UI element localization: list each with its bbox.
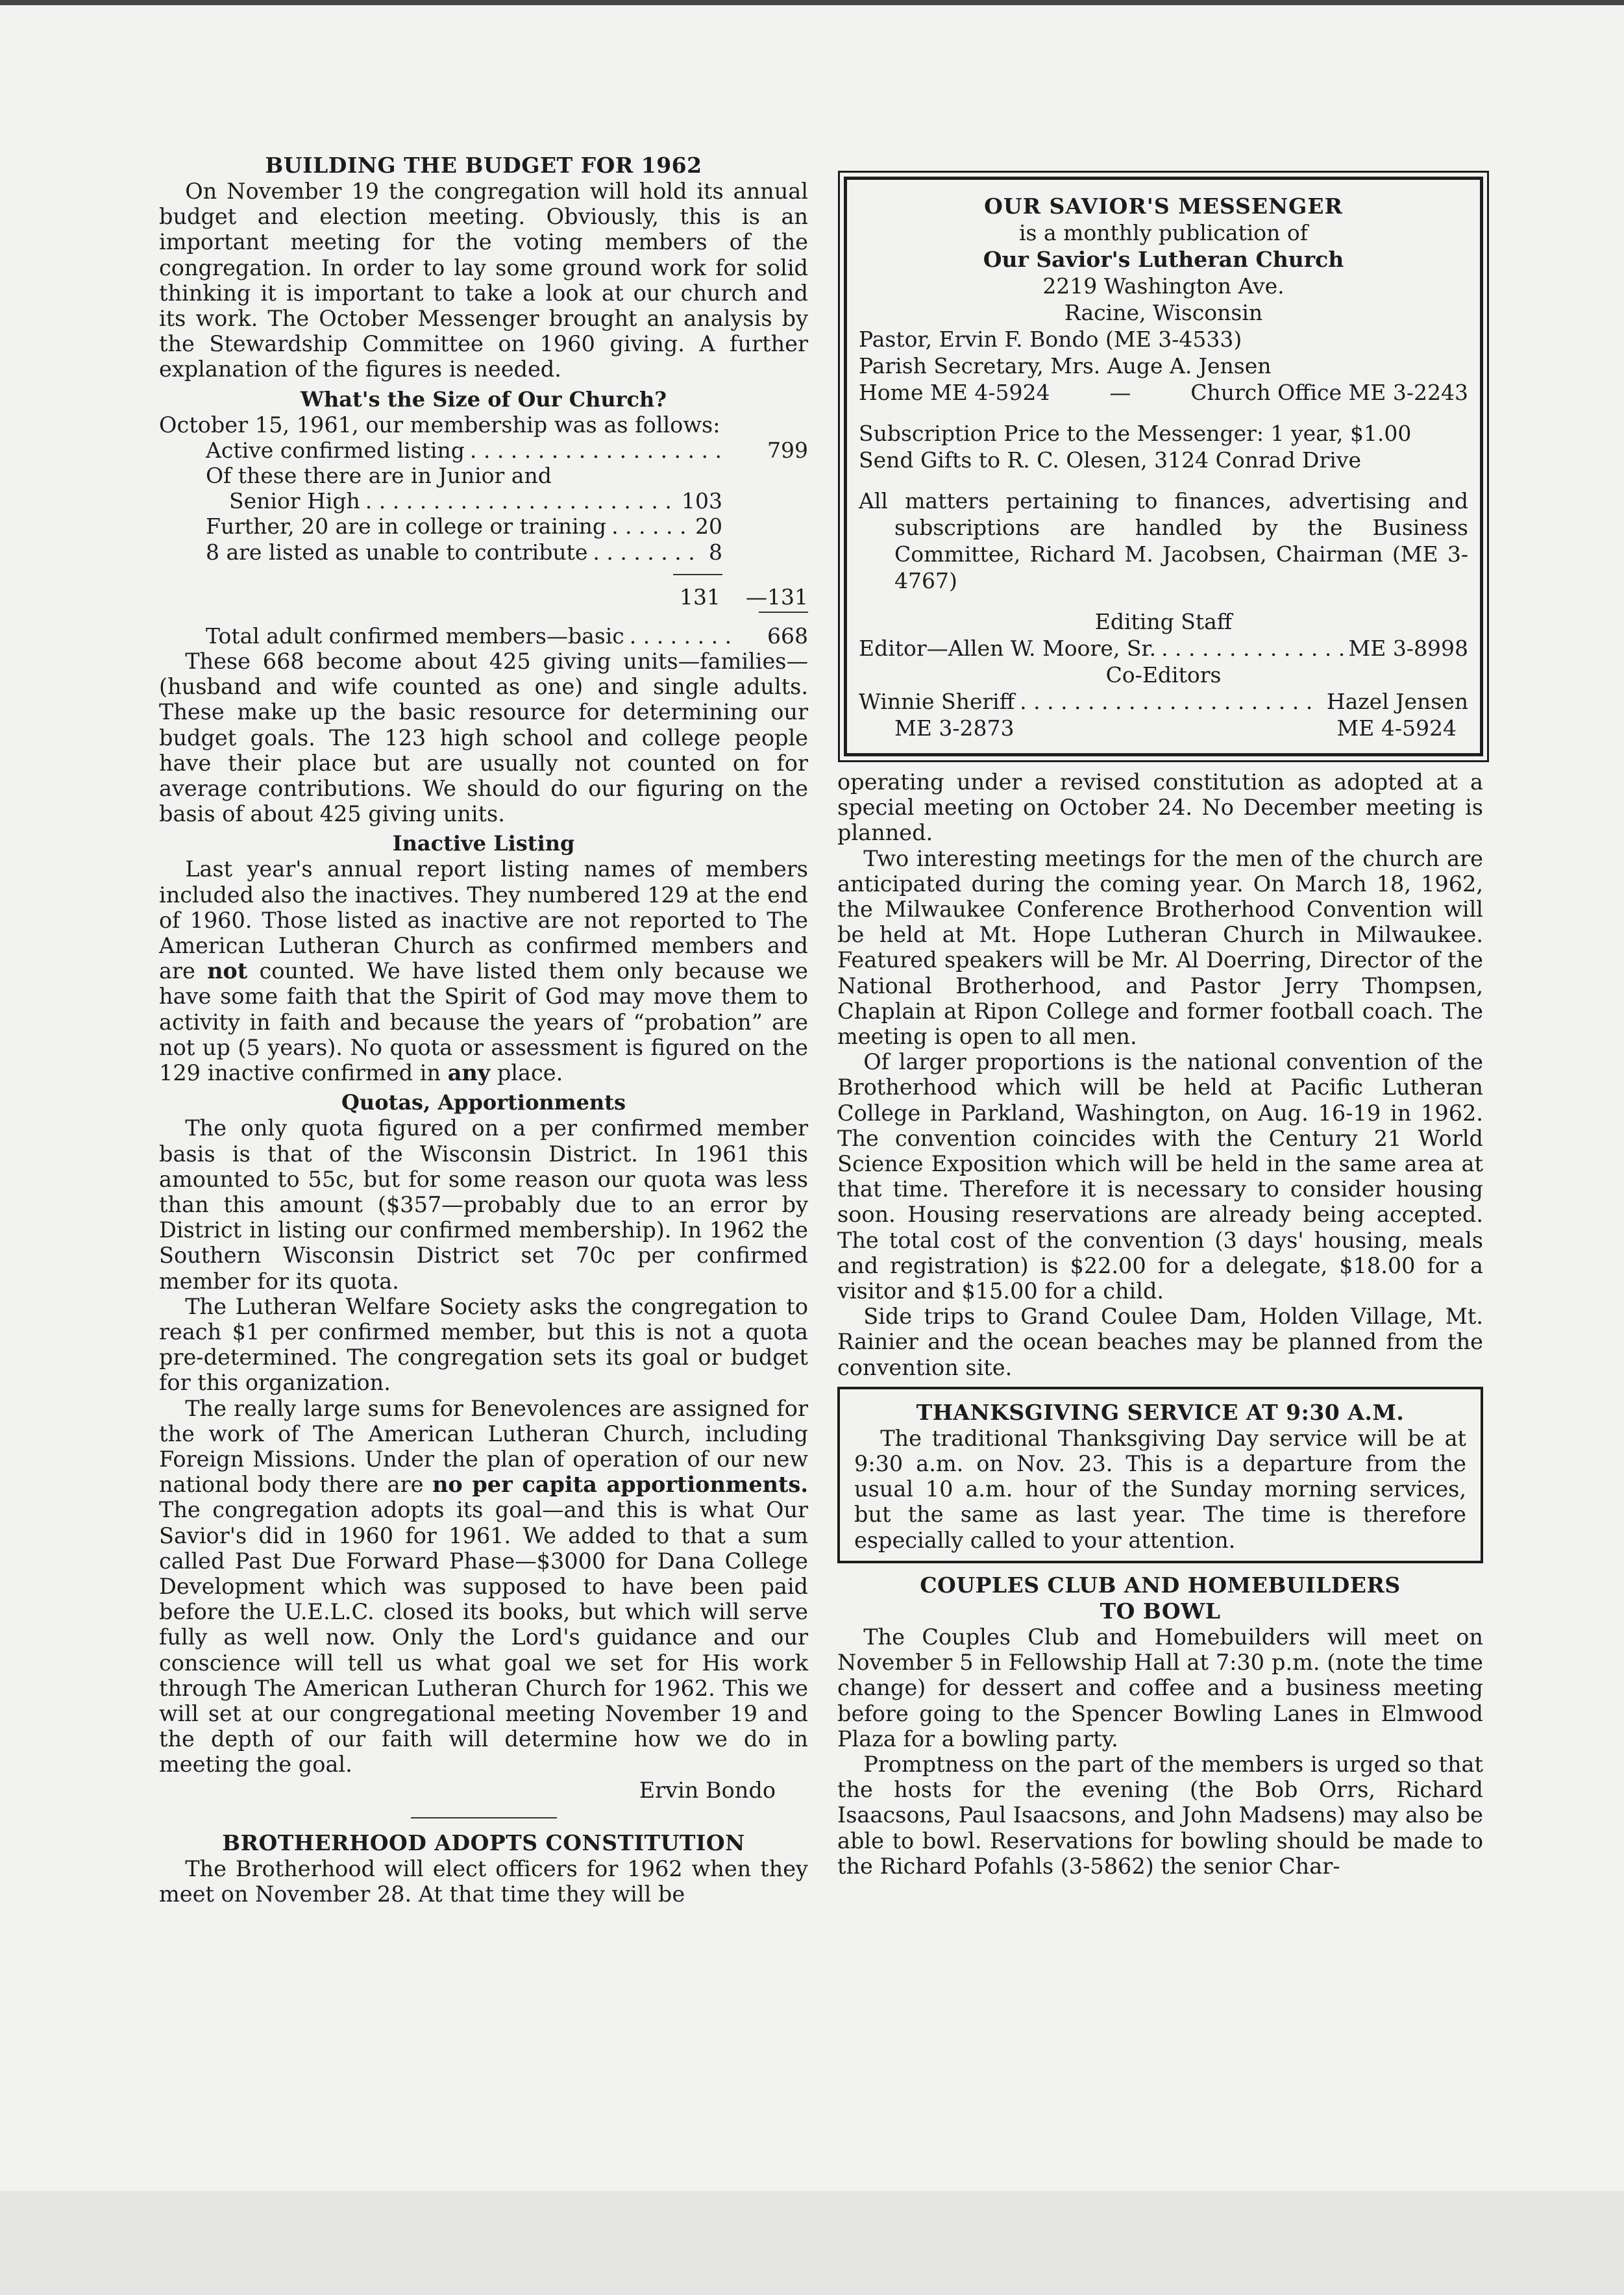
couples-paragraph-1: The Couples Club and Homebuilders will meet on November 5 in Fellowship Hall at 7:30 p.m. (note the time change) for dessert and coffee and a business meeting before going to the Spencer Bowling Lanes in Elmwood Plaza for a bowling party.: [837, 1624, 1483, 1752]
subtotal-value: 131: [680, 584, 720, 610]
masthead-coeditor-phones: ME 3-2873 ME 4-5924: [894, 715, 1457, 741]
membership-table: [159, 438, 808, 649]
page-bottom-margin: [0, 2191, 1624, 2295]
section-divider: [411, 1817, 557, 1818]
masthead-business: All matters pertaining to finances, advertising and subscriptions are handled by the Business Committee, Richard M. Jacobsen, Chairman (ME 3-4767): [859, 488, 1468, 593]
masthead-address: 2219 Washington Ave.: [1042, 273, 1285, 299]
membership-subtotal: [206, 565, 808, 617]
masthead-coeditors: Winnie Sheriff . . . Hazel Jensen: [859, 688, 1468, 715]
active-value: 799: [767, 437, 808, 463]
membership-row-unable: 8 are listed as unable to contribute . . . 8: [206, 540, 722, 565]
quotas-paragraph-3: The really large sums for Benevolences are assigned for the work of The American Lutheran Church, including Foreign Missions. Under the plan of operation of our new national body there are no per capita apportionments. The congregation adopts its goal—and this is what Our Savior's did in 1960 for 1961. We added to that a sum called Past Due Forward Phase—$3000 for Dana College Development which was supposed to have been paid before the U.E.L.C. closed its books, but which will serve fully as well now. Only the Lord's guidance and our conscience will tell us what goal we set for His work through The American Lutheran Church for 1962. This we will set at our congregational meeting November 19 and the depth of our faith will determine how we do in meeting the goal.: [159, 1395, 808, 1778]
thanksgiving-body: The traditional Thanksgiving Day service will be at 9:30 a.m. on Nov. 23. This is a departure from the usual 10 a.m. hour of the Sunday morning services, but the same as last year. The time is therefore especially called to your attention.: [854, 1425, 1466, 1553]
membership-row-junior-line1: Of these there are in Junior and: [206, 463, 552, 489]
brotherhood-title: BROTHERHOOD ADOPTS CONSTITUTION: [222, 1830, 745, 1855]
masthead-box: [844, 177, 1483, 756]
left-column: [159, 153, 808, 1907]
brotherhood-paragraph-1: The Brotherhood will elect officers for 1962 when they meet on November 28. At that time they will be: [159, 1855, 808, 1907]
right-column: [837, 164, 1483, 1879]
budget-intro: On November 19 the congregation will hold its annual budget and election meeting. Obviously, this is an important meeting for the voting members of the congregation. In order to lay some ground work for solid thinking it is important to take a look at our church and its work. The October Messenger brought an analysis by the Stewardship Committee on 1960 giving. A further explanation of the figures is needed.: [159, 179, 808, 382]
membership-row-college: Further, 20 are in college or training . . . 20: [206, 514, 722, 539]
masthead-staff-heading: Editing Staff: [1094, 609, 1233, 634]
top-edge: [0, 0, 1624, 5]
brotherhood-continued: operating under a revised constitution as adopted at a special meeting on October 24. No December meeting is planned.: [837, 769, 1483, 846]
masthead-phones: Home ME 4-5924 — Church Office ME 3-2243: [859, 380, 1468, 405]
couples-title-line1: COUPLES CLUB AND HOMEBUILDERS: [920, 1572, 1401, 1598]
masthead-city: Racine, Wisconsin: [1064, 300, 1263, 325]
membership-row-total: Total adult confirmed members—basic . . . 668: [206, 623, 808, 649]
inactive-heading: Inactive Listing: [392, 831, 575, 856]
brotherhood-paragraph-4: Side trips to Grand Coulee Dam, Holden Village, Mt. Rainier and the ocean beaches may be planned from the convention site.: [837, 1304, 1483, 1380]
brotherhood-paragraph-3: Of larger proportions is the national convention of the Brotherhood which will be held at Pacific Lutheran College in Parkland, Washington, on Aug. 16-19 in 1962. The convention coincides with the Century 21 World Science Exposition which will be held in the same area at that time. Therefore it is necessary to consider housing soon. Housing reservations are already being accepted. The total cost of the convention (3 days' housing, meals and registration) is $22.00 for a delegate, $18.00 for a visitor and $15.00 for a child.: [837, 1049, 1483, 1304]
thanksgiving-box: [837, 1387, 1483, 1563]
membership-intro: October 15, 1961, our membership was as follows:: [159, 412, 720, 438]
subtotal-minus: —131: [746, 584, 808, 610]
inactive-paragraph: Last year's annual report listing names of members included also the inactives. They numbered 129 at the end of 1960. Those listed as inactive are not reported to The American Lutheran Church as confirmed members and are not counted. We have listed them only because we have some faith that the Spirit of God may move them to activity in faith and because the years of “probation” are not up (5 years). No quota or assessment is figured on the 129 inactive confirmed in any place.: [159, 856, 808, 1086]
masthead-pastor: Pastor, Ervin F. Bondo (ME 3-4533): [859, 327, 1242, 352]
masthead-subtitle: is a monthly publication of: [1018, 220, 1309, 245]
brotherhood-paragraph-2: Two interesting meetings for the men of the church are anticipated during the coming year. On March 18, 1962, the Milwaukee Conference Brotherhood Convention will be held at Mt. Hope Lutheran Church in Milwaukee. Featured speakers will be Mr. Al Doerring, Director of the National Brotherhood, and Pastor Jerry Thompsen, Chaplain at Ripon College and former football coach. The meeting is open to all men.: [837, 845, 1483, 1050]
couples-title-line2: TO BOWL: [1100, 1598, 1221, 1624]
couples-paragraph-2: Promptness on the part of the members is urged so that the hosts for the evening (the Bob Orrs, Richard Isaacsons, Paul Isaacsons, and John Madsens) may also be able to bowl. Reservations for bowling should be made to the Richard Pofahls (3-5862) the senior Char-: [837, 1751, 1483, 1879]
membership-row-junior: Senior High . . . 103: [206, 488, 722, 514]
giving-units-paragraph: These 668 become about 425 giving units—families—(husband and wife counted as one) and single adults. These make up the basic resource for determining our budget goals. The 123 high school and college people have their place but are usually not counted on for average contributions. We should do our figuring on the basis of about 425 giving units.: [159, 649, 808, 827]
masthead-subscription: Subscription Price to the Messenger: 1 year, $1.00: [859, 421, 1412, 446]
quotas-heading: Quotas, Apportionments: [341, 1090, 626, 1115]
quotas-paragraph-1: The only quota figured on a per confirmed member basis is that of the Wisconsin District. In 1961 this amounted to 55c, but for some reason our quota was less than this amount ($357—probably due to an error by District in listing our confirmed membership). In 1962 the Southern Wisconsin District set 70c per confirmed member for its quota.: [159, 1115, 808, 1294]
quotas-paragraph-2: The Lutheran Welfare Society asks the congregation to reach $1 per confirmed member, but this is not a quota pre-determined. The congregation sets its goal or budget for this organization.: [159, 1293, 808, 1396]
membership-row-active: Active confirmed listing . . . 799: [206, 438, 808, 463]
subtotal-rule: [673, 574, 722, 575]
size-heading: What's the Size of Our Church?: [301, 386, 667, 412]
total-rule: [759, 612, 808, 613]
masthead-coeditors-heading: Co-Editors: [1105, 662, 1222, 688]
signature: Ervin Bondo: [639, 1777, 776, 1803]
masthead-editor: Editor—Allen W. Moore, Sr. . . . ME 3-8998: [859, 635, 1468, 662]
masthead-church: Our Savior's Lutheran Church: [983, 247, 1344, 272]
masthead-gifts: Send Gifts to R. C. Olesen, 3124 Conrad Drive: [859, 447, 1362, 473]
masthead-secretary: Parish Secretary, Mrs. Auge A. Jensen: [859, 353, 1272, 378]
budget-title: BUILDING THE BUDGET FOR 1962: [265, 153, 702, 178]
masthead-title: OUR SAVIOR'S MESSENGER: [984, 193, 1343, 219]
thanksgiving-title: THANKSGIVING SERVICE AT 9:30 A.M.: [916, 1399, 1405, 1425]
